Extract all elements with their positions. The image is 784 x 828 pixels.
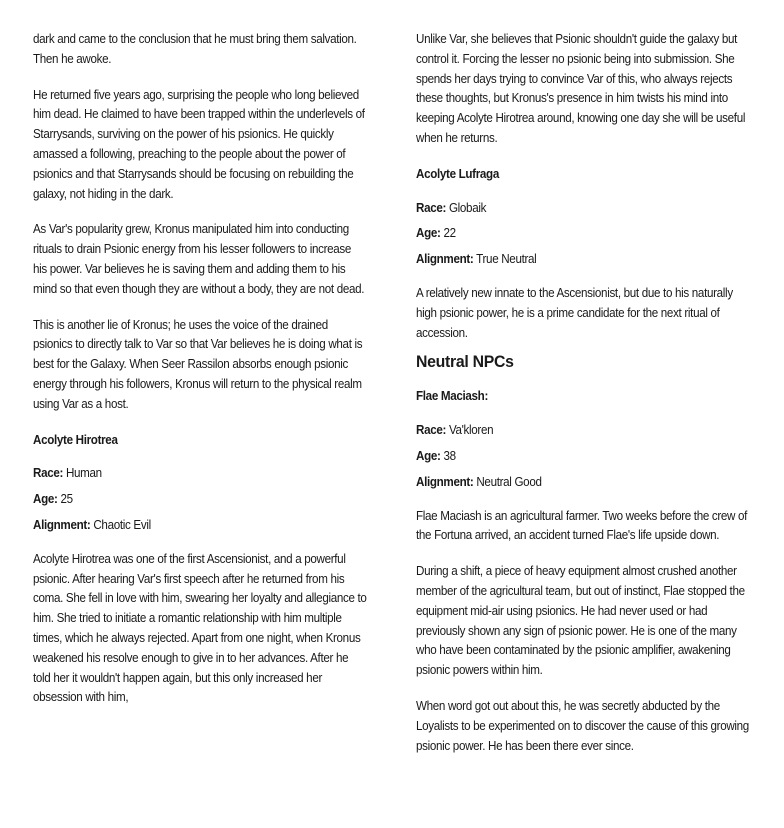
alignment-value: Chaotic Evil bbox=[93, 517, 151, 532]
npc-race-hirotrea bbox=[33, 464, 368, 484]
paragraph-hirotrea-beliefs: Unlike Var, she believes that Psionic shouldn't guide the galaxy but control it. Forcing the lesser no psionic being into submission. She spends her days trying to convince Var of this, who always rejects these thoughts, but Kronus's presence in him twists his mind into keeping Acolyte Hirotrea around, knowing one day she will be useful when he returns. bbox=[416, 32, 746, 145]
paragraph-kronus-lie: This is another lie of Kronus; he uses the voice of the drained psionics to directly talk to Var so that Var believes he is doing what is best for the Galaxy. When Seer Rassilon absorbs enough psionic energy through his followers, Kronus will return to the physical realm using Var as a host. bbox=[33, 317, 363, 411]
race-value: Va'kloren bbox=[448, 423, 494, 438]
race-label: Race: bbox=[33, 466, 64, 481]
paragraph-salvation: dark and came to the conclusion that he must bring them salvation. Then he awoke. bbox=[33, 32, 357, 66]
npc-description-flae-2: During a shift, a piece of heavy equipment almost crushed another member of the agricultural team, but out of instinct, Flae stopped the equipment mid-air using psionics. He had never used or had previously shown any sign of psionic power. He is one of the many who have been contaminated by the psionic amplifier, awakening psionic powers within him. bbox=[416, 564, 745, 678]
alignment-label: Alignment: bbox=[416, 474, 474, 489]
npc-description-flae-1: Flae Maciash is an agricultural farmer. Two weeks before the crew of the Fortuna arrived, an accident turned Flae's life upside down. bbox=[416, 508, 748, 543]
section-heading-neutral-npcs: Neutral NPCs bbox=[416, 352, 514, 372]
race-value: Globaik bbox=[448, 200, 487, 215]
npc-name-lufraga: Acolyte Lufraga bbox=[416, 166, 499, 181]
npc-name-hirotrea: Acolyte Hirotrea bbox=[33, 432, 118, 447]
alignment-label: Alignment: bbox=[33, 517, 91, 532]
npc-age-lufraga bbox=[416, 224, 751, 244]
npc-description-flae-3: When word got out about this, he was secretly abducted by the Loyalists to be experimented on to discover the cause of this growing psionic power. He has been there ever since. bbox=[416, 698, 749, 753]
npc-description-hirotrea: Acolyte Hirotrea was one of the first Ascensionist, and a powerful psionic. After hearing Var's first speech after he returned from his coma. She fell in love with him, swearing her loyalty and allegiance to him. She tried to initiate a romantic relationship with him multiple times, which he always rejected. Apart from one night, when Kronus weakened his resolve enough to give in to her advances. After he told her it wouldn't happen again, but this only increased her obsession with him, bbox=[33, 551, 367, 705]
paragraph-return: He returned five years ago, surprising the people who long believed him dead. He claimed to have been trapped within the underlevels of Starrysands, surviving on the power of his psionics. He quickly amassed a following, preaching to the people about the power of psionics and that Starrysands should be focusing on rebuilding the galaxy, not hiding in the dark. bbox=[33, 87, 365, 201]
race-value: Human bbox=[65, 466, 102, 481]
race-label: Race: bbox=[416, 200, 447, 215]
age-value: 38 bbox=[443, 448, 456, 463]
age-value: 25 bbox=[60, 492, 73, 507]
npc-alignment-flae bbox=[416, 473, 751, 493]
npc-age-hirotrea bbox=[33, 490, 368, 510]
npc-race-lufraga bbox=[416, 199, 751, 219]
age-label: Age: bbox=[416, 448, 441, 463]
npc-description-lufraga: A relatively new innate to the Ascensionist, but due to his naturally high psionic power, he is a prime candidate for the next ritual of accession. bbox=[416, 285, 733, 340]
alignment-label: Alignment: bbox=[416, 252, 474, 267]
right-column bbox=[416, 30, 751, 772]
left-column bbox=[33, 30, 368, 724]
paragraph-rituals: As Var's popularity grew, Kronus manipulated him into conducting rituals to drain Psionic energy from his lesser followers to increase his power. Var believes he is saving them and adding them to his mind so that even though they are without a body, they are not dead. bbox=[33, 222, 365, 296]
age-value: 22 bbox=[443, 226, 456, 241]
npc-race-flae bbox=[416, 421, 751, 441]
npc-alignment-lufraga bbox=[416, 250, 751, 270]
alignment-value: Neutral Good bbox=[476, 474, 542, 489]
npc-name-flae: Flae Maciash: bbox=[416, 389, 489, 404]
alignment-value: True Neutral bbox=[476, 252, 537, 267]
npc-age-flae bbox=[416, 447, 751, 467]
age-label: Age: bbox=[416, 226, 441, 241]
age-label: Age: bbox=[33, 492, 58, 507]
race-label: Race: bbox=[416, 423, 447, 438]
npc-alignment-hirotrea bbox=[33, 516, 368, 536]
